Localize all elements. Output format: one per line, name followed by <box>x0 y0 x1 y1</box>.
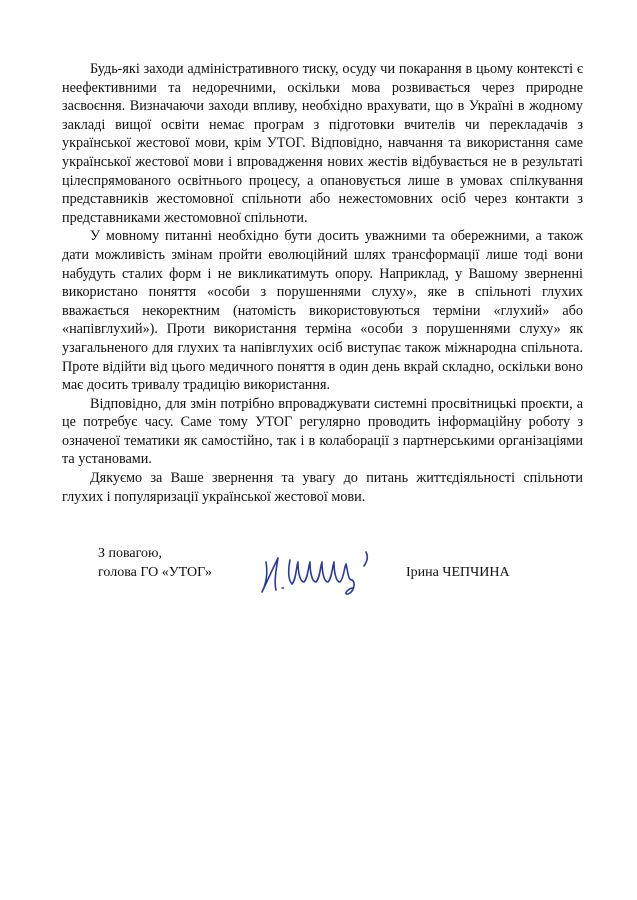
closing-block <box>98 544 212 582</box>
letter-body <box>62 60 583 506</box>
handwritten-signature <box>252 540 382 600</box>
paragraph-2: У мовному питанні необхідно бути досить уважними та обережними, а також дати можливість змінам пройти еволюційний шлях трансформації лише тоді вони набудуть сталих форм і не викликатимуть опору. Наприклад, у Вашому зверненні використано поняття «особи з порушеннями слуху», яке в спільноті глухих вважається некоректним (натомість використовуються терміни «глухий» або «напівглухий»). Проти використання терміна «особи з порушеннями слуху» як узагальненого для глухих та напівглухих осіб виступає також міжнародна спільнота. Проте відійти від цього медичного поняття в один день вкрай складно, оскільки воно має досить тривалу традицію використання. <box>62 228 583 394</box>
signer-name: Ірина ЧЕПЧИНА <box>406 565 510 580</box>
paragraph-1: Будь-які заходи адміністративного тиску, осуду чи покарання в цьому контексті є неефективними та недоречними, оскільки мова розвивається через природне засвоєння. Визначаючи заходи впливу, необхідно врахувати, що в Україні в жодному закладі вищої освіти немає програм з підготовки вчителів чи перекладачів з української жестової мови, крім УТОГ. Відповідно, навчання та використання саме української жестової мови і впровадження нових жестів відбувається не в результаті цілеспрямованого освітнього процесу, а опановується лише в умовах спілкування представників жестомовної спільноти або нежестомовних осіб через контакти з представниками жестомовної спільноти. <box>62 61 583 226</box>
signer-title: голова ГО «УТОГ» <box>98 565 212 580</box>
closing-greeting: З повагою, <box>98 546 162 561</box>
paragraph-3: Відповідно, для змін потрібно впроваджувати системні просвітницькі проєкти, а це потребує часу. Саме тому УТОГ регулярно проводить інформаційну роботу з означеної тематики як самостійно, так і в колаборації з партнерськими організаціями та установами. <box>62 395 583 468</box>
paragraph-4: Дякуємо за Ваше звернення та увагу до питань життєдіяльності спільноти глухих і популяризації української жестової мови. <box>62 470 583 505</box>
